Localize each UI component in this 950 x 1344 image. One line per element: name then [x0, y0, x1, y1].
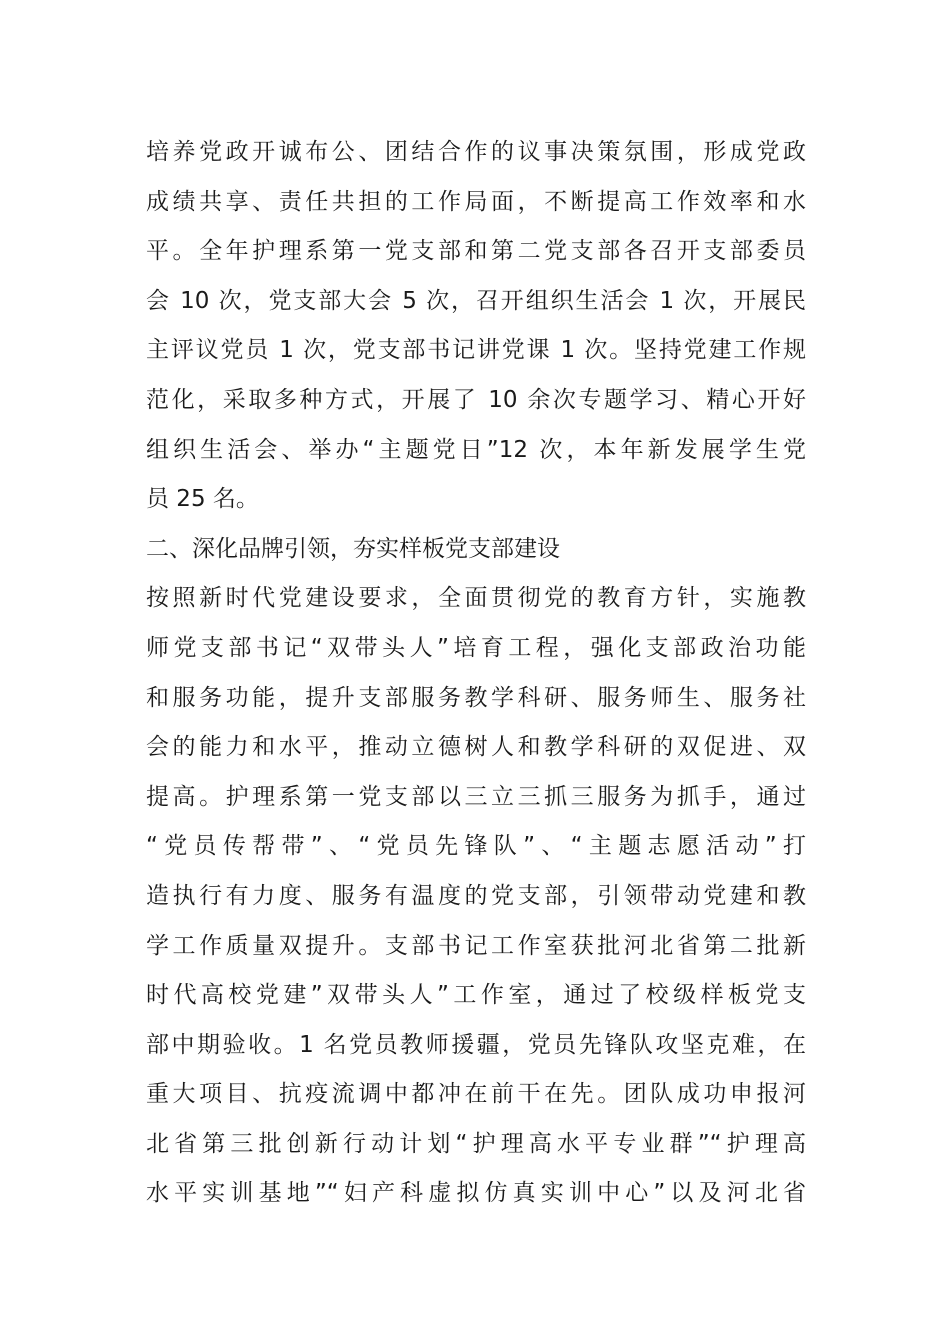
text-line: 主评议党员 1 次，党支部书记讲党课 1 次。坚持党建工作规	[146, 337, 806, 364]
text-line: 部中期验收。1 名党员教师援疆，党员先锋队攻坚克难，在	[146, 1031, 806, 1058]
text-line: 成绩共享、责任共担的工作局面，不断提高工作效率和水	[146, 188, 806, 215]
text-line: 组织生活会、举办“主题党日”12 次，本年新发展学生党	[146, 436, 806, 463]
section-heading: 二、深化品牌引领，夯实样板党支部建设	[146, 535, 560, 562]
text-line: 会的能力和水平，推动立德树人和教学科研的双促进、双	[146, 734, 806, 761]
text-line: “党员传帮带”、“党员先锋队”、“主题志愿活动”打	[146, 833, 806, 860]
text-line: 造执行有力度、服务有温度的党支部，引领带动党建和教	[146, 882, 806, 909]
text-line: 会 10 次，党支部大会 5 次，召开组织生活会 1 次，开展民	[146, 287, 806, 314]
text-line: 提高。护理系第一党支部以三立三抓三服务为抓手，通过	[146, 783, 806, 810]
text-line: 员 25 名。	[146, 486, 259, 513]
text-line: 平。全年护理系第一党支部和第二党支部各召开支部委员	[146, 238, 806, 265]
text-line: 时代高校党建”双带头人”工作室，通过了校级样板党支	[146, 982, 806, 1009]
text-line: 培养党政开诚布公、团结合作的议事决策氛围，形成党政	[146, 139, 806, 165]
text-line: 学工作质量双提升。支部书记工作室获批河北省第二批新	[146, 932, 806, 959]
text-line: 师党支部书记“双带头人”培育工程，强化支部政治功能	[146, 634, 806, 661]
body-text	[146, 128, 806, 1219]
text-line: 水平实训基地”“妇产科虚拟仿真实训中心”以及河北省	[146, 1180, 806, 1207]
text-line: 按照新时代党建设要求，全面贯彻党的教育方针，实施教	[146, 585, 806, 612]
text-line: 和服务功能，提升支部服务教学科研、服务师生、服务社	[146, 684, 806, 711]
text-line: 重大项目、抗疫流调中都冲在前干在先。团队成功申报河	[146, 1081, 806, 1108]
text-line: 范化，采取多种方式，开展了 10 余次专题学习、精心开好	[146, 386, 806, 413]
text-line: 北省第三批创新行动计划“护理高水平专业群”“护理高	[146, 1130, 806, 1157]
